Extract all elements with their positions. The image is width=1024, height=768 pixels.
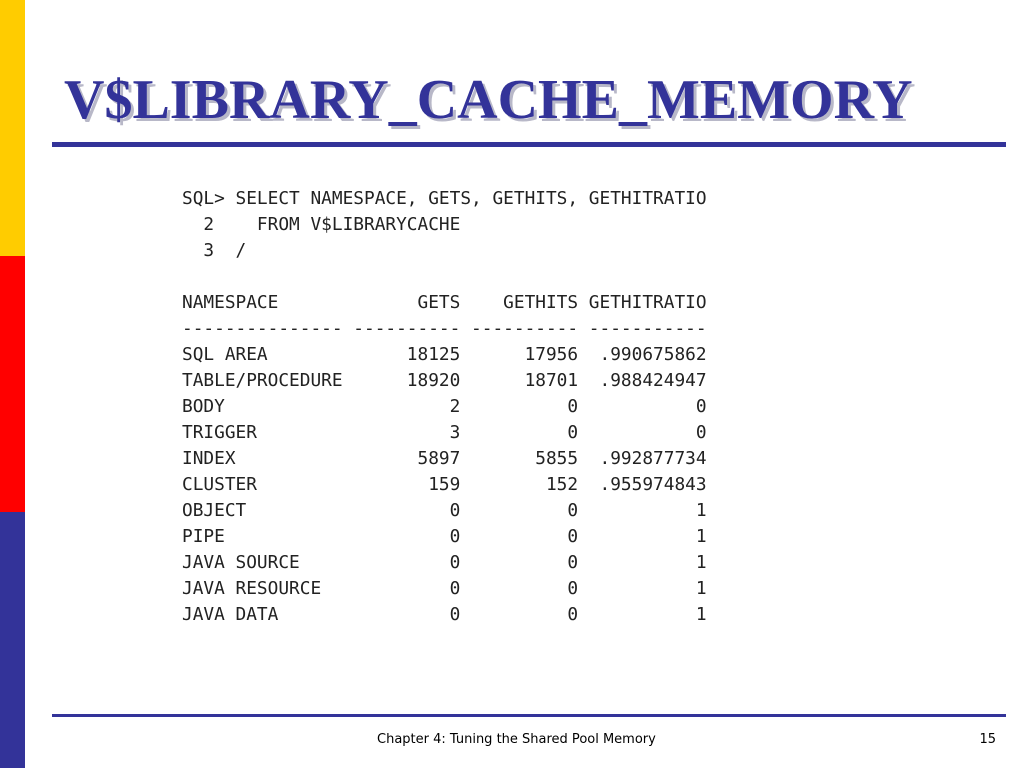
page-number: 15 <box>979 732 996 747</box>
code-line: SQL AREA 18125 17956 .990675862 <box>182 344 707 365</box>
code-line: OBJECT 0 0 1 <box>182 500 707 521</box>
code-line: JAVA DATA 0 0 1 <box>182 604 707 625</box>
code-line: BODY 2 0 0 <box>182 396 707 417</box>
code-line: NAMESPACE GETS GETHITS GETHITRATIO <box>182 292 707 313</box>
code-line: JAVA SOURCE 0 0 1 <box>182 552 707 573</box>
slide-title: V$LIBRARY_CACHE_MEMORY <box>64 69 913 131</box>
title-underline <box>52 142 1006 147</box>
code-line: SQL> SELECT NAMESPACE, GETS, GETHITS, GETHITRATIO <box>182 188 707 209</box>
side-stripe-red <box>0 256 25 512</box>
code-line: CLUSTER 159 152 .955974843 <box>182 474 707 495</box>
side-stripe-yellow <box>0 0 25 256</box>
code-line <box>182 264 707 290</box>
code-line: PIPE 0 0 1 <box>182 526 707 547</box>
footer-chapter-title: Chapter 4: Tuning the Shared Pool Memory <box>377 732 656 747</box>
code-line: TRIGGER 3 0 0 <box>182 422 707 443</box>
sql-output-block <box>182 186 707 628</box>
code-line: 2 FROM V$LIBRARYCACHE <box>182 214 461 235</box>
side-stripe-blue <box>0 512 25 768</box>
code-line: JAVA RESOURCE 0 0 1 <box>182 578 707 599</box>
code-line: 3 / <box>182 240 247 261</box>
code-line: INDEX 5897 5855 .992877734 <box>182 448 707 469</box>
code-line: --------------- ---------- ---------- ----------- <box>182 318 707 339</box>
footer-rule <box>52 714 1006 717</box>
code-line: TABLE/PROCEDURE 18920 18701 .988424947 <box>182 370 707 391</box>
